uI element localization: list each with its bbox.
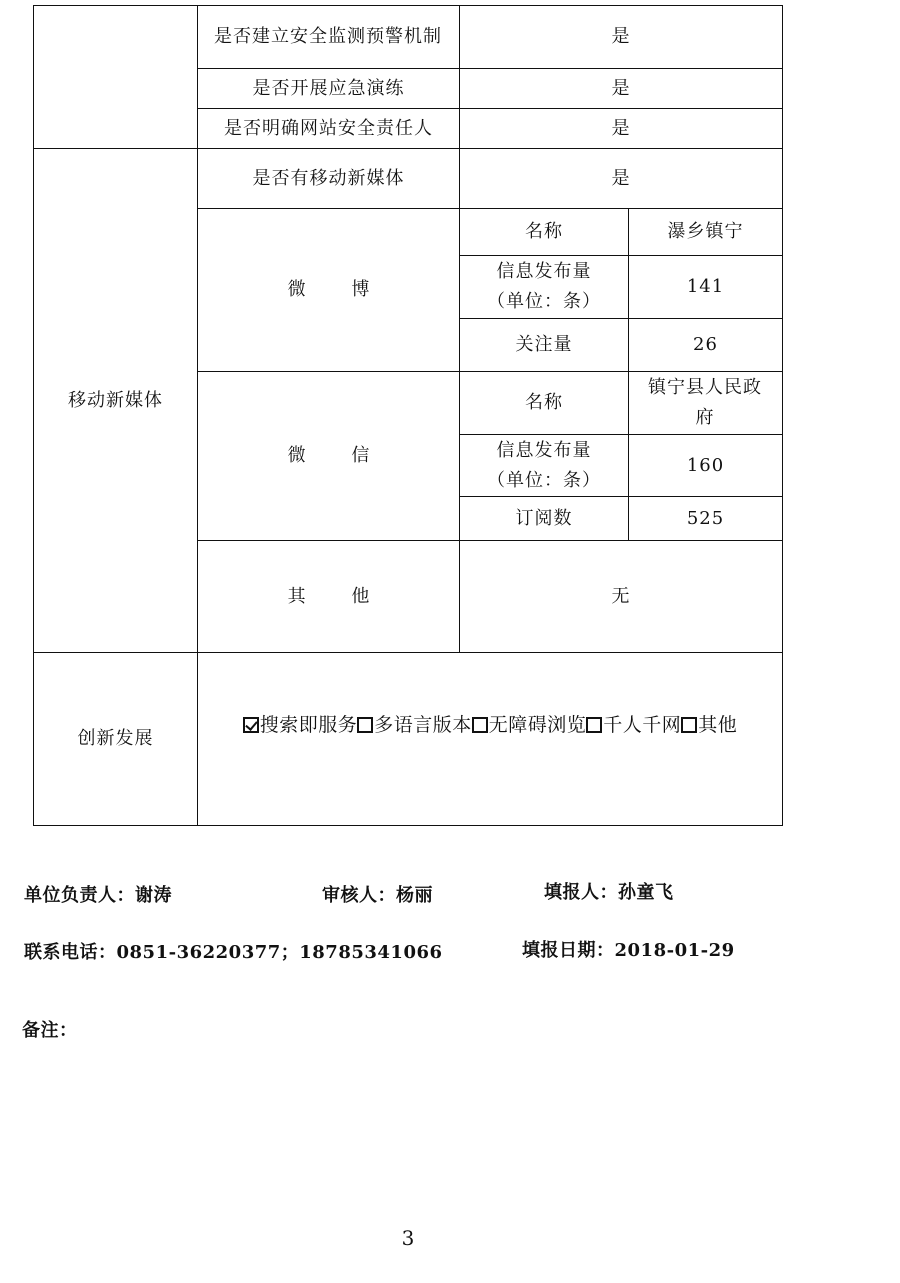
weibo-name-label: 名称: [525, 221, 563, 242]
reviewer: 审核人：杨丽: [322, 885, 433, 906]
weibo-posts-value: 141: [686, 276, 725, 297]
accessibility-label: 无障碍浏览: [488, 714, 587, 736]
contact-phone: 联系电话：0851-36220377；18785341066: [24, 942, 443, 963]
weibo-followers-value: 26: [693, 334, 718, 355]
wechat-subscribers-label: 订阅数: [515, 507, 573, 529]
weibo-posts-label: 信息发布量（单位：条）: [487, 261, 601, 312]
personalized-label: 千人千网: [603, 714, 682, 736]
mobile-media-section-label: 移动新媒体: [68, 389, 163, 411]
accessibility-checkbox[interactable]: [472, 717, 488, 733]
emergency-drill-value: 是: [611, 77, 631, 99]
wechat-posts-value: 160: [686, 454, 725, 476]
personalized-checkbox[interactable]: [586, 717, 602, 733]
wechat-posts-label: 信息发布量（单位：条）: [487, 439, 601, 491]
filler: 填报人：孙童飞: [544, 882, 674, 903]
has-mobile-media-value: 是: [611, 167, 631, 189]
security-officer-label: 是否明确网站安全责任人: [224, 117, 433, 139]
innovation-label: 创新发展: [77, 728, 154, 749]
security-officer-value: 是: [611, 117, 631, 139]
wechat-name-value: 镇宁县人民政府: [648, 377, 762, 428]
other-option-checkbox[interactable]: [681, 717, 697, 733]
search-service-checkbox[interactable]: [243, 717, 259, 733]
other-media-label: 其 他: [287, 585, 390, 607]
search-service-label: 搜索即服务: [259, 714, 358, 736]
other-option-label: 其他: [698, 714, 738, 736]
innovation-options: [198, 653, 782, 797]
page-number: 3: [401, 1226, 415, 1250]
weibo-name-value: 瀑乡镇宁: [667, 221, 744, 242]
security-monitoring-label: 是否建立安全监测预警机制: [214, 26, 442, 47]
fill-date: 填报日期：2018-01-29: [522, 940, 735, 961]
weibo-label: 微 博: [287, 279, 390, 300]
weibo-followers-label: 关注量: [515, 334, 573, 355]
multilingual-label: 多语言版本: [374, 714, 472, 736]
has-mobile-media-label: 是否有移动新媒体: [252, 167, 405, 189]
emergency-drill-label: 是否开展应急演练: [252, 77, 405, 99]
remarks-label: 备注：: [22, 1020, 78, 1041]
other-media-value: 无: [611, 585, 631, 607]
wechat-subscribers-value: 525: [686, 507, 725, 529]
wechat-label: 微 信: [287, 445, 390, 466]
security-monitoring-value: 是: [611, 26, 631, 47]
unit-head: 单位负责人：谢涛: [24, 885, 172, 906]
wechat-name-label: 名称: [525, 392, 563, 413]
multilingual-checkbox[interactable]: [357, 717, 373, 733]
